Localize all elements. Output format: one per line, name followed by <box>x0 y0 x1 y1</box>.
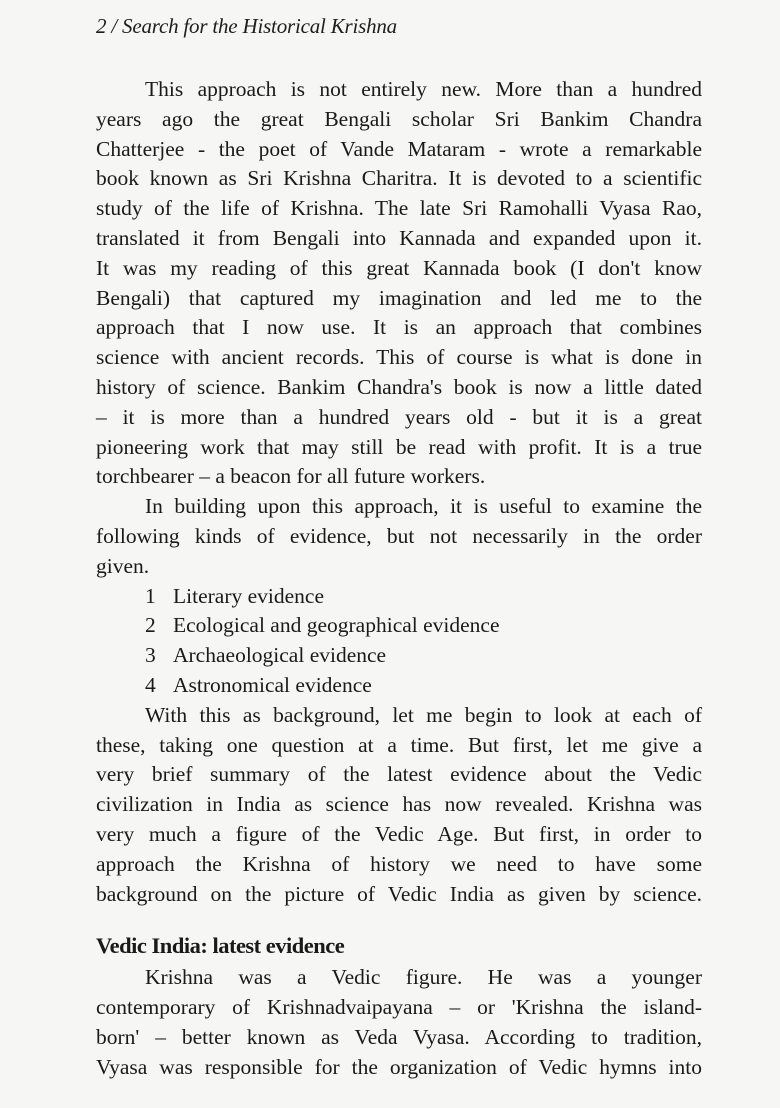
text-line: approach the Krishna of history we need to have some <box>96 851 702 876</box>
text-line: approach that I now use. It is an approach that combines <box>96 315 702 340</box>
list-number: 4 <box>145 672 156 697</box>
text-line: translated it from Bengali into Kannada and expanded upon it. <box>96 225 702 250</box>
text-line: – it is more than a hundred years old - but it is a great <box>96 404 702 429</box>
paragraph-3 <box>96 701 702 910</box>
list-item <box>96 671 702 701</box>
text-line: following kinds of evidence, but not necessarily in the order <box>96 523 702 548</box>
text-line: With this as background, let me begin to look at each of <box>145 702 702 727</box>
text-line: given. <box>96 553 150 578</box>
list-number: 1 <box>145 583 156 608</box>
text-line: torchbearer – a beacon for all future workers. <box>96 464 486 489</box>
text-line: In building upon this approach, it is useful to examine the <box>145 494 702 519</box>
list-number: 3 <box>145 643 156 668</box>
list-label: Astronomical evidence <box>173 672 372 697</box>
list-item <box>96 611 702 641</box>
text-line: book known as Sri Krishna Charitra. It is devoted to a scientific <box>96 166 702 191</box>
text-line: very brief summary of the latest evidence about the Vedic <box>96 762 702 787</box>
section-paragraph <box>96 963 702 1082</box>
text-line: study of the life of Krishna. The late Sri Ramohalli Vyasa Rao, <box>96 196 702 221</box>
text-line: background on the picture of Vedic India as given by science. <box>96 881 702 906</box>
text-line: It was my reading of this great Kannada book (I don't know <box>96 255 702 280</box>
text-line: very much a figure of the Vedic Age. But first, in order to <box>96 821 702 846</box>
text-line: Chatterjee - the poet of Vande Mataram - wrote a remarkable <box>96 136 702 161</box>
text-line: history of science. Bankim Chandra's book is now a little dated <box>96 374 702 399</box>
text-line: Vyasa was responsible for the organization of Vedic hymns into <box>96 1054 702 1079</box>
text-line: This approach is not entirely new. More than a hundred <box>145 77 702 101</box>
list-label: Archaeological evidence <box>173 643 387 668</box>
text-line: contemporary of Krishnadvaipayana – or 'Krishna the island- <box>96 995 702 1020</box>
list-item <box>96 582 702 612</box>
text-line: Krishna was a Vedic figure. He was a younger <box>145 965 702 990</box>
text-line: these, taking one question at a time. But first, let me give a <box>96 732 702 757</box>
list-number: 2 <box>145 613 156 638</box>
section-heading: Vedic India: latest evidence <box>96 933 345 959</box>
text-line: pioneering work that may still be read with profit. It is a true <box>96 434 702 459</box>
running-head: 2 / Search for the Historical Krishna <box>96 14 397 38</box>
text-line: civilization in India as science has now revealed. Krishna was <box>96 792 702 817</box>
evidence-list <box>96 582 702 701</box>
list-item <box>96 641 702 671</box>
paragraph-1 <box>96 75 702 492</box>
list-label: Ecological and geographical evidence <box>173 613 500 638</box>
text-line: born' – better known as Veda Vyasa. According to tradition, <box>96 1024 702 1049</box>
text-line: years ago the great Bengali scholar Sri Bankim Chandra <box>96 106 702 131</box>
list-label: Literary evidence <box>173 583 325 608</box>
body-text <box>96 75 702 1083</box>
paragraph-2 <box>96 492 702 581</box>
text-line: science with ancient records. This of course is what is done in <box>96 345 702 370</box>
text-line: Bengali) that captured my imagination and led me to the <box>96 285 702 310</box>
